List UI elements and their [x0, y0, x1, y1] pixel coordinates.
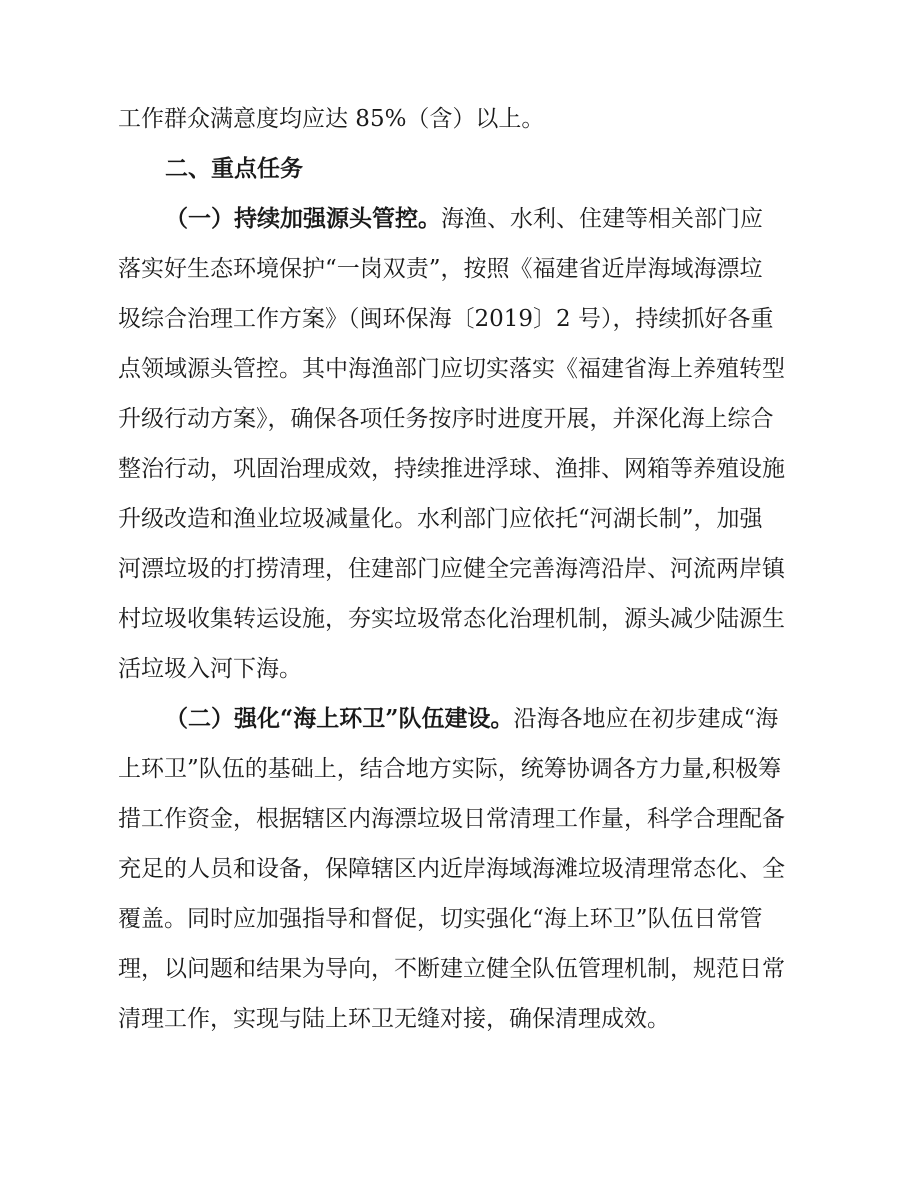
task1-text: 海渔、水利、住建等相关部门应	[441, 206, 763, 232]
section-heading: 二、重点任务	[165, 155, 303, 182]
paragraph-line: 整治行动，巩固治理成效，持续推进浮球、渔排、网箱等养殖设施	[118, 456, 785, 482]
paragraph-line: 村垃圾收集转运设施，夯实垃圾常态化治理机制，源头减少陆源生	[118, 606, 785, 632]
task1-first-line	[165, 204, 805, 234]
paragraph-line: 点领域源头管控。其中海渔部门应切实落实《福建省海上养殖转型	[118, 356, 785, 382]
paragraph-line: 工作群众满意度均应达 85%（含）以上。	[118, 106, 545, 132]
task2-title: （二）强化“海上环卫”队伍建设。	[165, 705, 514, 732]
paragraph-line: 上环卫”队伍的基础上，结合地方实际，统筹协调各方力量,积极筹	[118, 756, 782, 782]
paragraph-line: 升级改造和渔业垃圾减量化。水利部门应依托“河湖长制”，加强	[118, 506, 763, 532]
paragraph-line: 清理工作，实现与陆上环卫无缝对接，确保清理成效。	[118, 1006, 670, 1032]
paragraph-line: 升级行动方案》，确保各项任务按序时进度开展，并深化海上综合	[118, 406, 774, 432]
paragraph-line: 活垃圾入河下海。	[118, 656, 302, 682]
paragraph-line: 充足的人员和设备，保障辖区内近岸海域海滩垃圾清理常态化、全	[118, 856, 785, 882]
task2-text: 沿海各地应在初步建成“海	[513, 706, 779, 732]
paragraph-line: 措工作资金，根据辖区内海漂垃圾日常清理工作量，科学合理配备	[118, 806, 785, 832]
paragraph-line: 河漂垃圾的打捞清理，住建部门应健全完善海湾沿岸、河流两岸镇	[118, 556, 785, 582]
paragraph-line: 覆盖。同时应加强指导和督促，切实强化“海上环卫”队伍日常管	[118, 906, 763, 932]
task1-title: （一）持续加强源头管控。	[165, 205, 441, 232]
paragraph-line: 圾综合治理工作方案》（闽环保海〔2019〕2 号），持续抓好各重	[118, 306, 774, 332]
paragraph-line: 落实好生态环境保护“一岗双责”，按照《福建省近岸海域海漂垃	[118, 256, 763, 282]
task2-first-line	[165, 704, 805, 734]
paragraph-line: 理，以问题和结果为导向，不断建立健全队伍管理机制，规范日常	[118, 956, 785, 982]
